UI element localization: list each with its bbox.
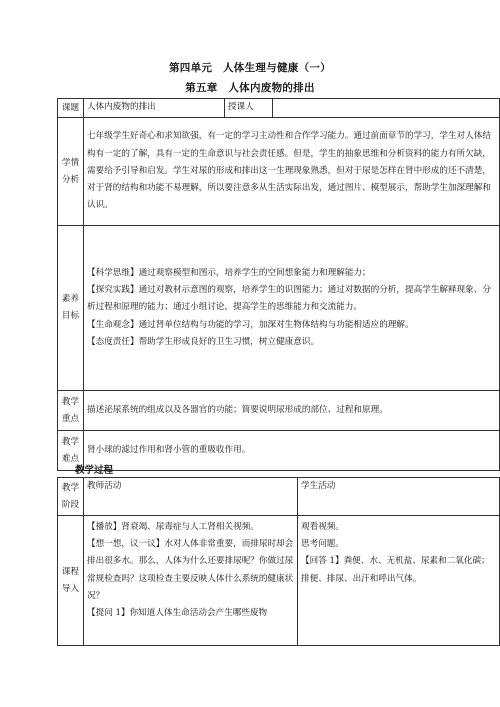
difficulties-text: 肾小球的滤过作用和肾小管的重吸收作用。 [84, 431, 500, 471]
teacher-line: 【想一想，议一议】水对人体非常重要，而排尿时却会排出很多水。那么，人体为什么还要排尿呢？你做过尿常规检查吗？这项检查主要反映人体什么系统的健康状况？ [87, 539, 294, 601]
teacher-activity [84, 516, 298, 646]
goal-item: 【科学思维】通过观察模型和图示，培养学生的空间想象能力和理解能力； [87, 267, 371, 278]
analysis-text: 七年级学生好奇心和求知欲强，有一定的学习主动性和合作学习能力。通过前面章节的学习，学生对人体结构有一定的了解，具有一定的生命意识与社会责任感。但是，学生的抽象思维和分析资料的能力有所欠缺，需要给予引导和启发。学生对尿的形成和排出这一生理现象熟悉，但对于尿是怎样在肾中形成的还不清楚，对于肾的结构和功能不易理解，所以要注意多从生活实际出发，通过图片、模型展示，帮助学生加深理解和认识。 [84, 118, 500, 226]
teacher-line: 【提问 1】你知道人体生命活动会产生哪些废物 [87, 608, 268, 619]
student-line: 观看视频。 [301, 522, 344, 532]
lesson-info-table [57, 98, 500, 471]
goal-item: 【态度责任】帮助学生形成良好的卫生习惯，树立健康意识。 [87, 336, 320, 347]
difficulties-label: 教学 难点 [58, 431, 84, 471]
stage-header: 教学 阶段 [58, 478, 84, 516]
process-heading: 教学过程 [75, 465, 114, 476]
goals-label: 素养 目标 [58, 226, 84, 391]
stage-intro: 课程 导入 [58, 516, 84, 646]
student-line: 思考问题。 [301, 539, 344, 550]
topic-label: 课题 [58, 99, 84, 118]
student-activity [298, 516, 500, 646]
key-points-label: 教学 重点 [58, 391, 84, 431]
student-line: 【回答 1】粪便、水、无机盐、尿素和二氧化碳；排便、排尿、出汗和呼出气体。 [301, 556, 490, 584]
goal-item: 【生命观念】通过肾单位结构与功能的学习，加深对生物体结构与功能相适应的理解。 [87, 319, 414, 330]
key-points-text: 描述泌尿系统的组成以及各器官的功能；简要说明尿形成的部位、过程和原理。 [84, 391, 500, 431]
goal-item: 【探究实践】通过对教材示意图的观察，培养学生的识图能力；通过对数据的分析，提高学生解释现象、分析过程和原理的能力；通过小组讨论，提高学生的思维能力和交流能力。 [87, 285, 491, 313]
chapter-title: 第五章 人体内废物的排出 [185, 82, 315, 94]
student-activity-header: 学生活动 [298, 478, 500, 516]
process-table [57, 477, 500, 646]
teacher-line: 【播放】肾衰竭、尿毒症与人工肾相关视频。 [87, 522, 259, 532]
teacher-label: 授课人 [225, 99, 273, 118]
teacher-activity-header: 教师活动 [84, 478, 298, 516]
unit-title: 第四单元 人体生理与健康（一） [169, 62, 331, 74]
topic-value: 人体内废物的排出 [84, 99, 225, 118]
analysis-label: 学情 分析 [58, 118, 84, 226]
goals-list [84, 226, 500, 391]
teacher-value [273, 99, 500, 118]
